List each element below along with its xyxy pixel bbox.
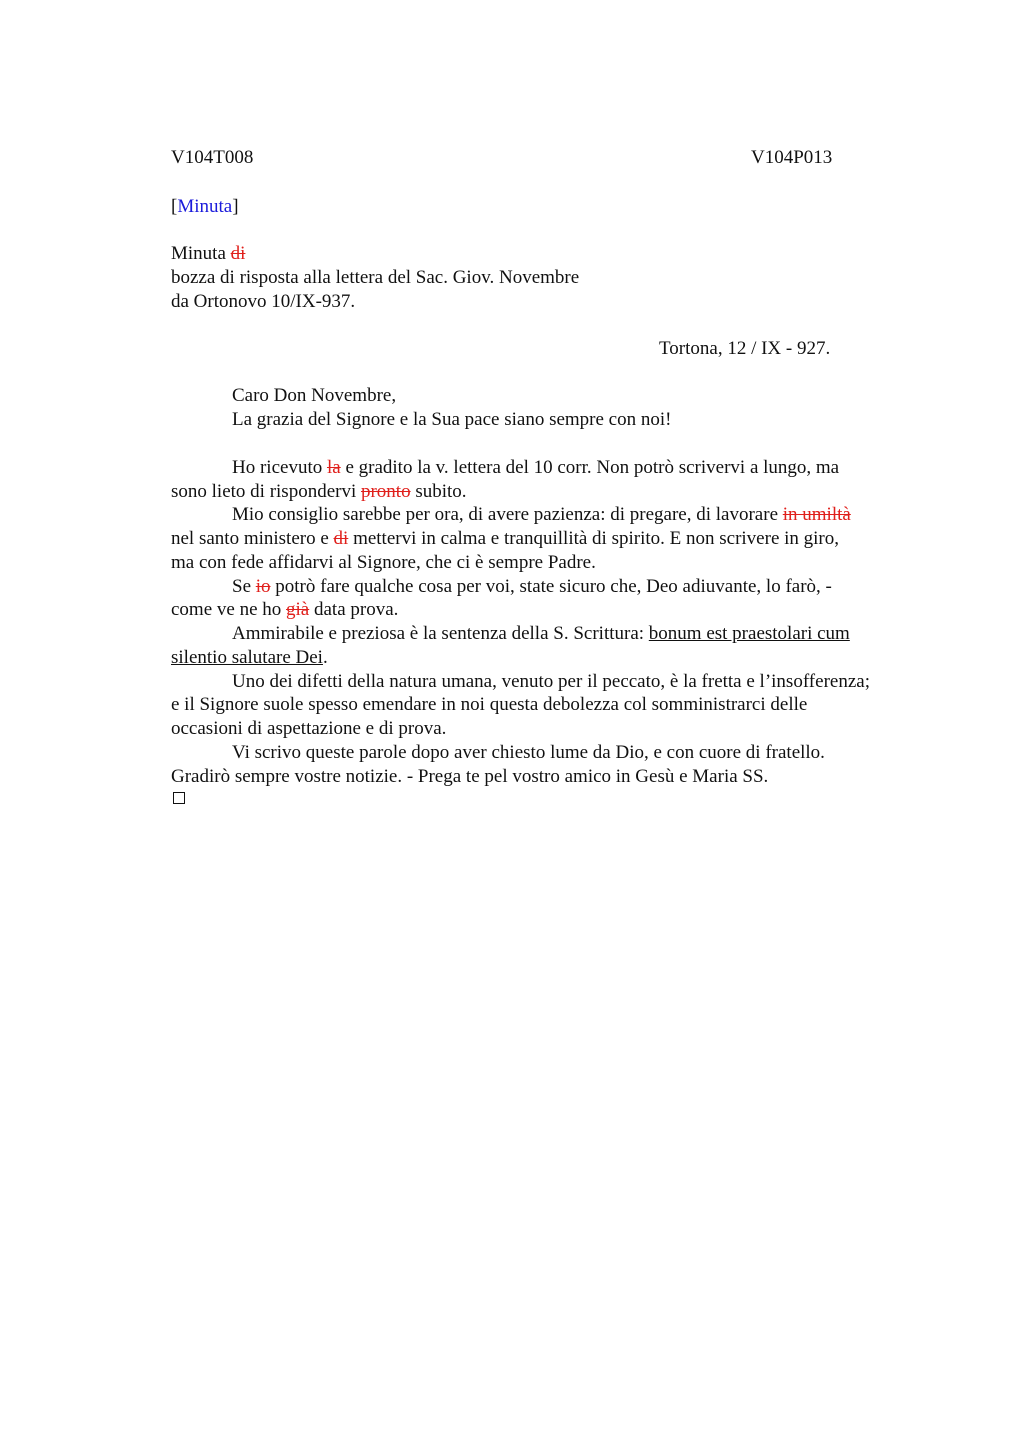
document-page [171, 0, 931, 1450]
tag-close-bracket: ] [232, 196, 239, 217]
heading-line-3: da Ortonovo 10/IX-937. [171, 291, 356, 312]
end-box-icon [173, 792, 185, 804]
salutation-line-2: La grazia del Signore e la Sua pace siano sempre con noi! [232, 409, 672, 430]
p1-line-2 [171, 480, 467, 504]
text-run: subito. [410, 481, 467, 502]
p1-line-1 [232, 456, 839, 480]
deleted-text: io [255, 576, 271, 597]
p5-line-3: occasioni di aspettazione e di prova. [171, 718, 447, 739]
heading-line-1 [171, 242, 245, 266]
p4-line-1 [232, 622, 850, 646]
p6-line-1: Vi scrivo queste parole dopo aver chiesto lume da Dio, e con cuore di fratello. [232, 742, 825, 763]
text-run: mettervi in calma e tranquillità di spirito. E non scrivere in giro, [348, 528, 840, 549]
text-run: e gradito la v. lettera del 10 corr. Non potrò scrivervi a lungo, ma [340, 457, 840, 478]
minuta-tag [171, 195, 239, 219]
p4-line-2 [171, 646, 328, 670]
deleted-text: di [333, 528, 349, 549]
deleted-text: pronto [360, 481, 411, 502]
deleted-text: già [286, 599, 310, 620]
text-run: potrò fare qualche cosa per voi, state sicuro che, Deo adiuvante, lo farò, - [270, 576, 832, 597]
underlined-quote: bonum est praestolari cum [648, 623, 850, 644]
ref-left: V104T008 [171, 147, 254, 168]
text-run: nel santo ministero e [171, 528, 334, 549]
salutation-line-1: Caro Don Novembre, [232, 385, 397, 406]
ref-right: V104P013 [751, 147, 833, 168]
deleted-text: in umiltà [782, 504, 851, 525]
heading-word: Minuta [171, 243, 226, 264]
deleted-text: la [326, 457, 341, 478]
text-run: come ve ne ho [171, 599, 287, 620]
underlined-quote: silentio salutare Dei [171, 647, 323, 668]
text-run: Ammirabile e preziosa è la sentenza della S. Scrittura: [232, 623, 649, 644]
tag-label: Minuta [177, 196, 233, 217]
p2-line-2 [171, 527, 839, 551]
text-run: . [322, 647, 328, 668]
p3-line-2 [171, 598, 398, 622]
p5-line-2: e il Signore suole spesso emendare in noi questa debolezza col somministrarci delle [171, 694, 808, 715]
heading-line-2: bozza di risposta alla lettera del Sac. Giov. Novembre [171, 267, 580, 288]
text-run: Mio consiglio sarebbe per ora, di avere pazienza: di pregare, di lavorare [232, 504, 783, 525]
deleted-text: di [230, 243, 246, 264]
p2-line-3: ma con fede affidarvi al Signore, che ci è sempre Padre. [171, 552, 596, 573]
text-run: Ho ricevuto [232, 457, 327, 478]
letter-date: Tortona, 12 / IX - 927. [659, 338, 831, 359]
p2-line-1 [232, 503, 851, 527]
text-run: sono lieto di rispondervi [171, 481, 361, 502]
text-run: Se [232, 576, 256, 597]
p5-line-1: Uno dei difetti della natura umana, venuto per il peccato, è la fretta e l’insofferenza; [232, 671, 870, 692]
p6-line-2: Gradirò sempre vostre notizie. - Prega te pel vostro amico in Gesù e Maria SS. [171, 766, 769, 787]
p3-line-1 [232, 575, 832, 599]
text-run: data prova. [309, 599, 399, 620]
tag-open-bracket: [ [171, 196, 178, 217]
